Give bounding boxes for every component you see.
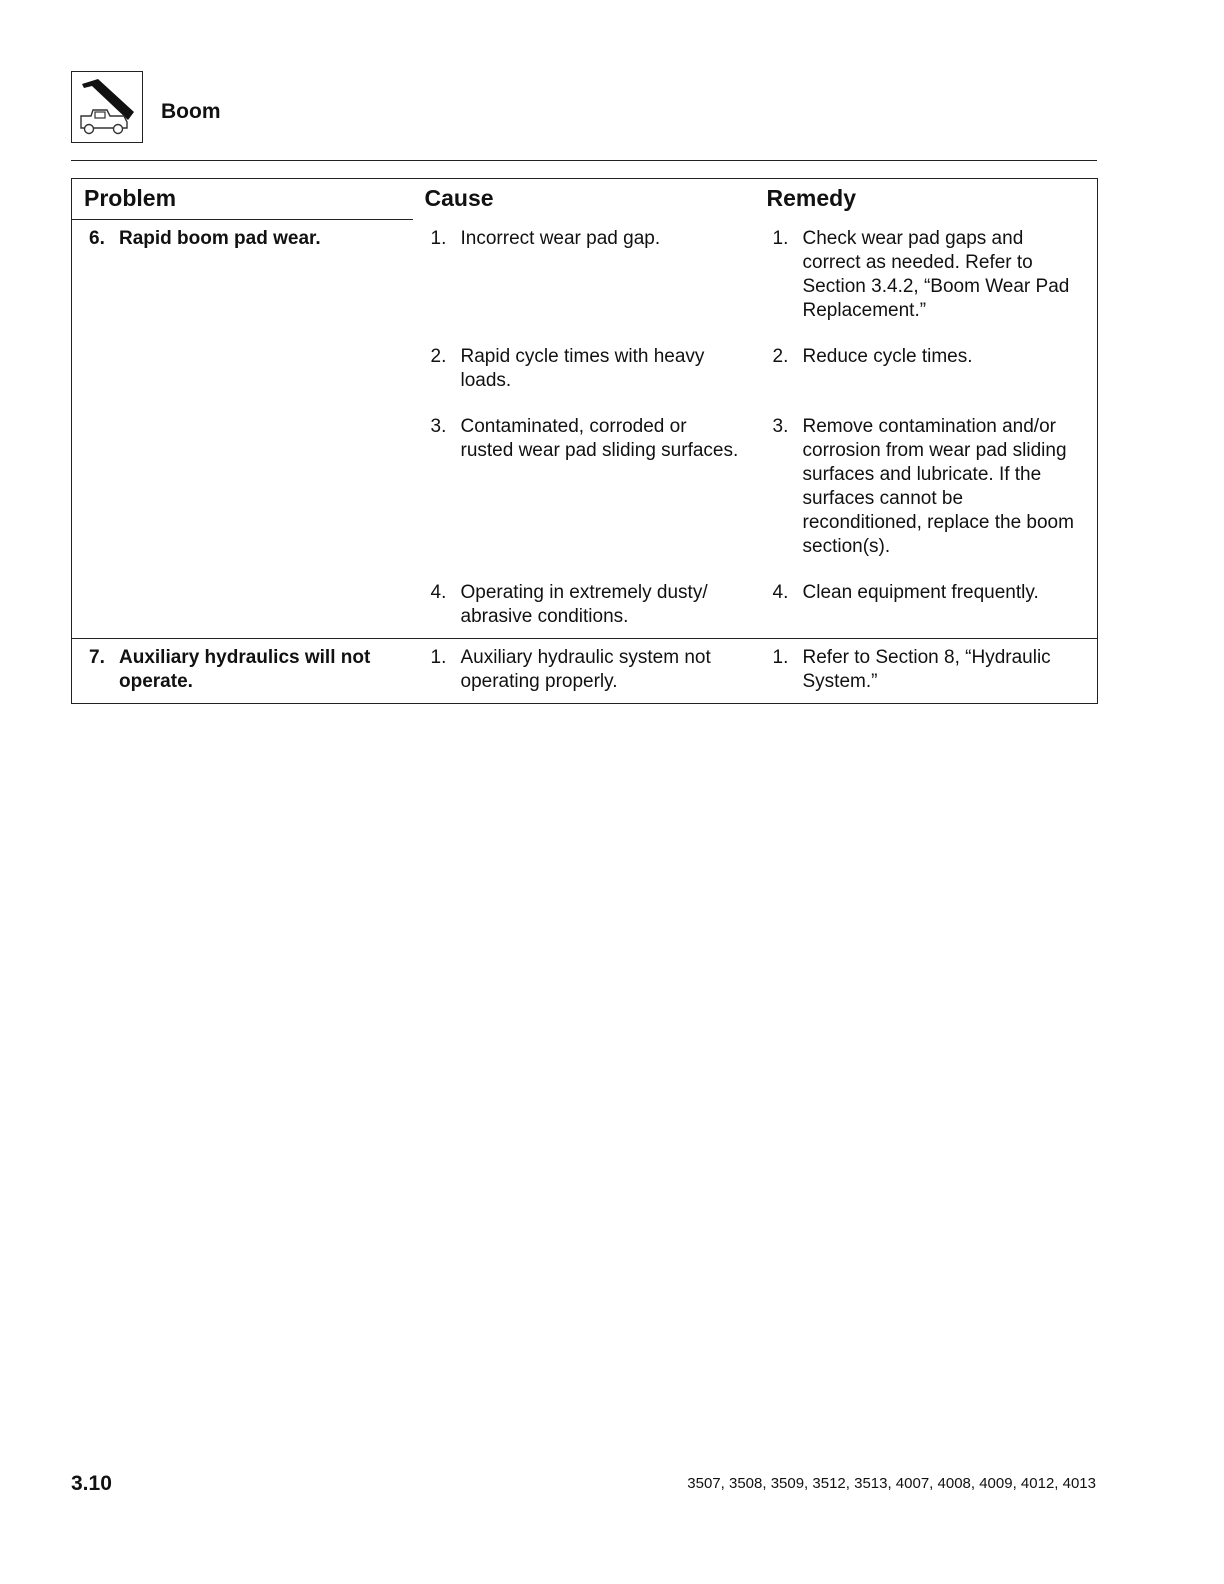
remedy-number: 4.: [772, 581, 789, 603]
remedy-cell: [755, 338, 1098, 408]
table-row: [72, 638, 1098, 703]
table-header-row: [72, 179, 1098, 220]
header-divider: [71, 160, 1097, 161]
model-list: 3507, 3508, 3509, 3512, 3513, 4007, 4008, 4009, 4012, 4013: [687, 1475, 1096, 1492]
cause-cell: [413, 338, 755, 408]
remedy-text: Clean equipment frequently.: [802, 581, 1039, 603]
problem-cell: [72, 220, 413, 639]
section-title: Boom: [161, 100, 221, 123]
remedy-text: Reduce cycle times.: [802, 345, 973, 367]
cause-number: 3.: [430, 415, 447, 437]
remedy-cell: [755, 638, 1098, 703]
problem-cell: [72, 638, 413, 703]
column-header-cause: Cause: [424, 185, 494, 211]
problem-item: [89, 227, 393, 251]
remedy-number: 1.: [772, 227, 789, 249]
table-row: [72, 220, 1098, 338]
cause-number: 1.: [430, 227, 447, 249]
remedy-text: Refer to Section 8, “Hydraulic System.”: [802, 646, 1051, 692]
remedy-number: 1.: [772, 646, 789, 668]
cause-number: 1.: [430, 646, 447, 668]
remedy-cell: [755, 574, 1098, 639]
problem-text: Auxiliary hydraulics will not operate.: [119, 646, 371, 692]
problem-text: Rapid boom pad wear.: [119, 228, 321, 249]
cause-number: 2.: [430, 345, 447, 367]
column-header-remedy: Remedy: [766, 185, 856, 211]
cause-cell: [413, 574, 755, 639]
cause-cell: [413, 220, 755, 338]
cause-text: Operating in extremely dusty/ abrasive conditions.: [460, 581, 708, 627]
column-header-problem: Problem: [72, 179, 413, 220]
cause-text: Auxiliary hydraulic system not operating properly.: [460, 646, 711, 692]
problem-item: [89, 646, 393, 694]
cause-cell: [413, 638, 755, 703]
cause-cell: [413, 408, 755, 574]
remedy-cell: [755, 220, 1098, 338]
page-number: 3.10: [71, 1472, 112, 1495]
problem-number: 6.: [89, 228, 105, 249]
cause-text: Incorrect wear pad gap.: [460, 227, 661, 249]
remedy-number: 3.: [772, 415, 789, 437]
cause-text: Contaminated, corroded or rusted wear pad sliding surfaces.: [460, 415, 739, 461]
problem-number: 7.: [89, 646, 105, 668]
remedy-text: Remove contamination and/or corrosion from wear pad sliding surfaces and lubricate. If the surfaces cannot be reconditioned, replace the boom section(s).: [802, 415, 1074, 557]
remedy-text: Check wear pad gaps and correct as needed. Refer to Section 3.4.2, “Boom Wear Pad Replacement.”: [802, 227, 1070, 321]
remedy-cell: [755, 408, 1098, 574]
cause-text: Rapid cycle times with heavy loads.: [460, 345, 705, 391]
cause-number: 4.: [430, 581, 447, 603]
troubleshooting-table: [71, 178, 1098, 704]
telehandler-boom-icon: [71, 71, 143, 143]
remedy-number: 2.: [772, 345, 789, 367]
